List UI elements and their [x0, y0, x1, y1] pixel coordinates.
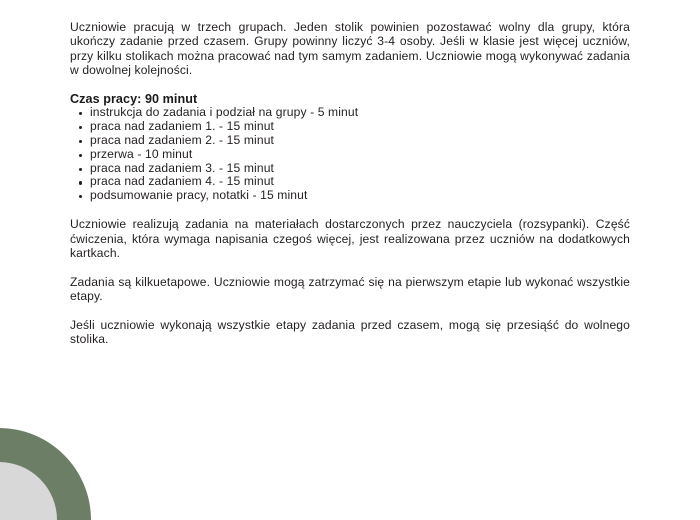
- corner-arc-svg: [0, 330, 260, 520]
- schedule-list: [70, 106, 630, 203]
- schedule-heading: Czas pracy: 90 minut: [70, 91, 198, 106]
- list-item: podsumowanie pracy, notatki - 15 minut: [90, 189, 630, 203]
- materials-paragraph: Uczniowie realizują zadania na materiałach dostarczonych przez nauczyciela (rozsypanki). Część ćwiczenia, która wymaga napisania czegoś więcej, jest realizowana przez uczniów na dodatkowych kartkach.: [70, 217, 630, 261]
- text-column: [70, 20, 630, 346]
- inner-grey-arc: [0, 462, 57, 520]
- spacer: [70, 77, 630, 91]
- spacer: [70, 303, 630, 317]
- list-item: praca nad zadaniem 3. - 15 minut: [90, 162, 630, 176]
- list-item: przerwa - 10 minut: [90, 148, 630, 162]
- list-item: praca nad zadaniem 4. - 15 minut: [90, 175, 630, 189]
- intro-paragraph: Uczniowie pracują w trzech grupach. Jeden stolik powinien pozostawać wolny dla grupy, która ukończy zadanie przed czasem. Grupy powinny liczyć 3-4 osoby. Jeśli w klasie jest więcej uczniów, przy kilku stolikach można pracować nad tym samym zadaniem. Uczniowie mogą wykonywać zadania w dowolnej kolejności.: [70, 20, 630, 78]
- list-item: instrukcja do zadania i podział na grupy - 5 minut: [90, 106, 630, 120]
- outer-green-arc: [0, 428, 91, 520]
- stages-paragraph: Zadania są kilkuetapowe. Uczniowie mogą zatrzymać się na pierwszym etapie lub wykonać wszystkie etapy.: [70, 274, 630, 304]
- corner-arc-ornament: [0, 330, 260, 520]
- spacer: [70, 203, 630, 217]
- list-item: praca nad zadaniem 2. - 15 minut: [90, 134, 630, 148]
- early-finish-paragraph: Jeśli uczniowie wykonają wszystkie etapy zadania przed czasem, mogą się przesiąść do wolnego stolika.: [70, 317, 630, 347]
- spacer: [70, 261, 630, 275]
- list-item: praca nad zadaniem 1. - 15 minut: [90, 120, 630, 134]
